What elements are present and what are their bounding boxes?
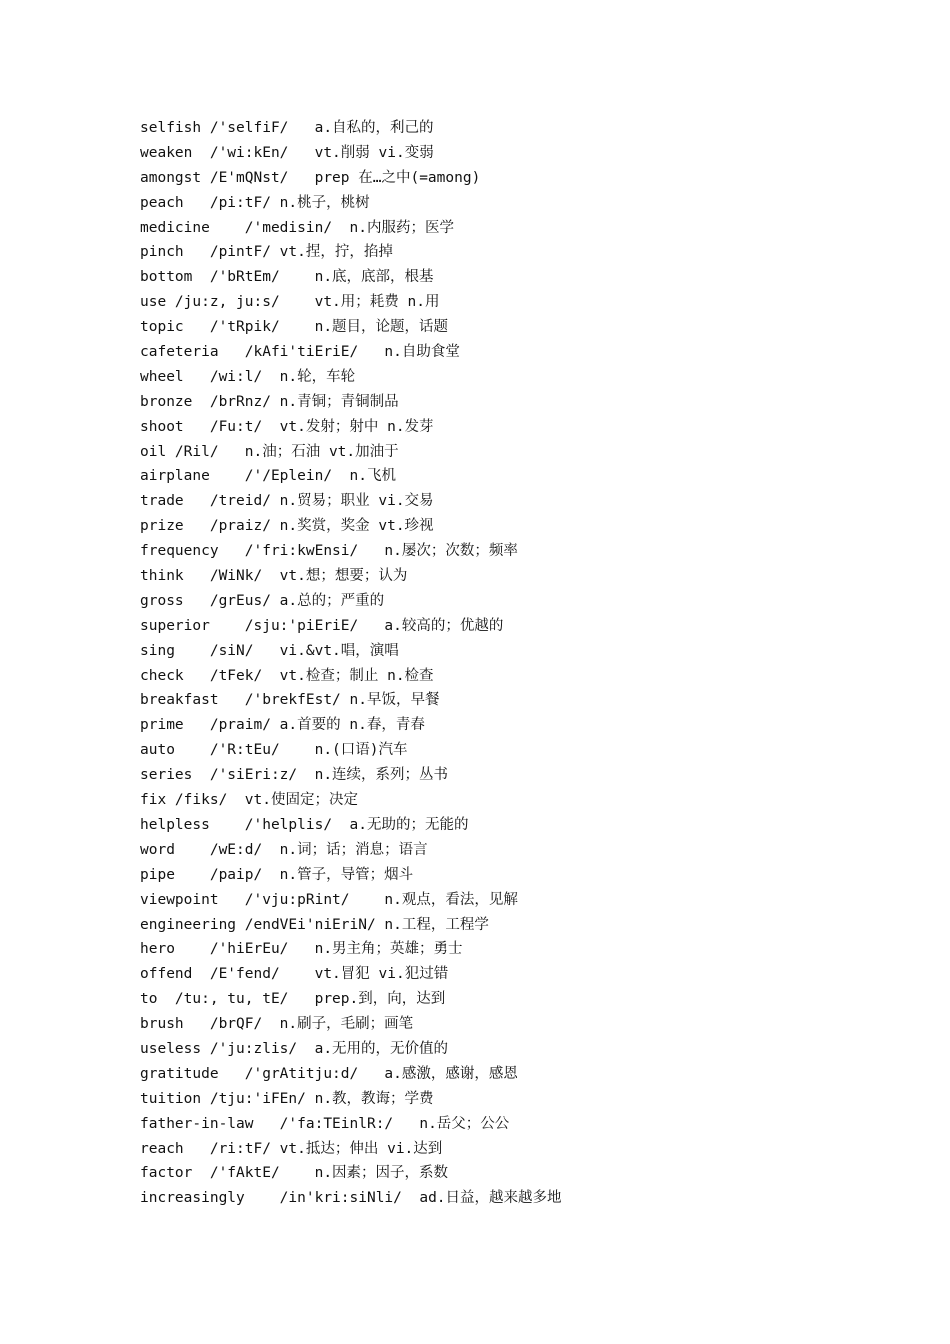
- vocabulary-entry: shoot /Fu:t/ vt.发射；射中 n.发芽: [140, 418, 434, 435]
- vocabulary-list: [140, 116, 920, 1211]
- vocabulary-entry: wheel /wi:l/ n.轮，车轮: [140, 368, 356, 385]
- vocabulary-entry: peach /pi:tF/ n.桃子，桃树: [140, 194, 370, 211]
- vocabulary-entry: hero /'hiErEu/ n.男主角；英雄；勇士: [140, 941, 463, 958]
- vocabulary-entry: auto /'R:tEu/ n.(口语)汽车: [140, 742, 408, 759]
- vocabulary-entry: selfish /'selfiF/ a.自私的，利己的: [140, 120, 434, 136]
- vocabulary-entry: breakfast /'brekfEst/ n.早饭，早餐: [140, 692, 440, 709]
- vocabulary-entry: bronze /brRnz/ n.青铜；青铜制品: [140, 393, 399, 410]
- vocabulary-entry: check /tFek/ vt.检查；制止 n.检查: [140, 667, 434, 684]
- vocabulary-entry: cafeteria /kAfi'tiEriE/ n.自助食堂: [140, 344, 460, 361]
- vocabulary-entry: trade /treid/ n.贸易；职业 vi.交易: [140, 493, 434, 510]
- vocabulary-entry: prime /praim/ a.首要的 n.春，青春: [140, 717, 425, 734]
- vocabulary-entry: to /tu:, tu, tE/ prep.到，向，达到: [140, 991, 446, 1008]
- vocabulary-entry: frequency /'fri:kwEnsi/ n.屡次；次数；频率: [140, 543, 518, 560]
- vocabulary-entry: series /'siEri:z/ n.连续，系列；丛书: [140, 767, 449, 784]
- vocabulary-entry: weaken /'wi:kEn/ vt.削弱 vi.变弱: [140, 144, 434, 161]
- vocabulary-entry: viewpoint /'vju:pRint/ n.观点，看法，见解: [140, 891, 518, 908]
- vocabulary-entry: word /wE:d/ n.词；话；消息；语言: [140, 841, 428, 858]
- vocabulary-entry: useless /'ju:zlis/ a.无用的，无价值的: [140, 1040, 449, 1057]
- vocabulary-entry: pinch /pintF/ vt.捏，拧，掐掉: [140, 244, 393, 261]
- vocabulary-entry: engineering /endVEi'niEriN/ n.工程，工程学: [140, 916, 489, 933]
- vocabulary-entry: use /ju:z, ju:s/ vt.用；耗费 n.用: [140, 294, 440, 311]
- vocabulary-entry: tuition /tju:'iFEn/ n.教，教诲；学费: [140, 1090, 434, 1107]
- vocabulary-entry: amongst /E'mQNst/ prep 在…之中(=among): [140, 169, 481, 186]
- vocabulary-entry: fix /fiks/ vt.使固定；决定: [140, 792, 358, 809]
- vocabulary-entry: topic /'tRpik/ n.题目，论题，话题: [140, 319, 449, 336]
- vocabulary-entry: superior /sju:'piEriE/ a.较高的；优越的: [140, 617, 504, 634]
- vocabulary-entry: oil /Ril/ n.油；石油 vt.加油于: [140, 443, 399, 460]
- vocabulary-entry: medicine /'medisin/ n.内服药；医学: [140, 219, 454, 236]
- vocabulary-entry: sing /siN/ vi.&vt.唱，演唱: [140, 642, 399, 659]
- vocabulary-entry: bottom /'bRtEm/ n.底，底部，根基: [140, 269, 434, 286]
- vocabulary-entry: gratitude /'grAtitju:d/ a.感激，感谢，感恩: [140, 1065, 518, 1082]
- vocabulary-entry: offend /E'fend/ vt.冒犯 vi.犯过错: [140, 966, 449, 983]
- vocabulary-entry: reach /ri:tF/ vt.抵达；伸出 vi.达到: [140, 1140, 443, 1157]
- vocabulary-entry: increasingly /in'kri:siNli/ ad.日益，越来越多地: [140, 1190, 562, 1207]
- vocabulary-entry: gross /grEus/ a.总的；严重的: [140, 592, 385, 609]
- vocabulary-entry: think /WiNk/ vt.想；想要；认为: [140, 568, 408, 585]
- vocabulary-entry: pipe /paip/ n.管子，导管；烟斗: [140, 866, 414, 883]
- vocabulary-entry: father-in-law /'fa:TEinlR:/ n.岳父；公公: [140, 1115, 510, 1132]
- vocabulary-entry: prize /praiz/ n.奖赏，奖金 vt.珍视: [140, 518, 434, 535]
- vocabulary-entry: helpless /'helplis/ a.无助的；无能的: [140, 816, 469, 833]
- vocabulary-entry: airplane /'/Eplein/ n.飞机: [140, 468, 396, 485]
- vocabulary-entry: factor /'fAktE/ n.因素；因子，系数: [140, 1165, 449, 1182]
- vocabulary-entry: brush /brQF/ n.刷子，毛刷；画笔: [140, 1016, 414, 1033]
